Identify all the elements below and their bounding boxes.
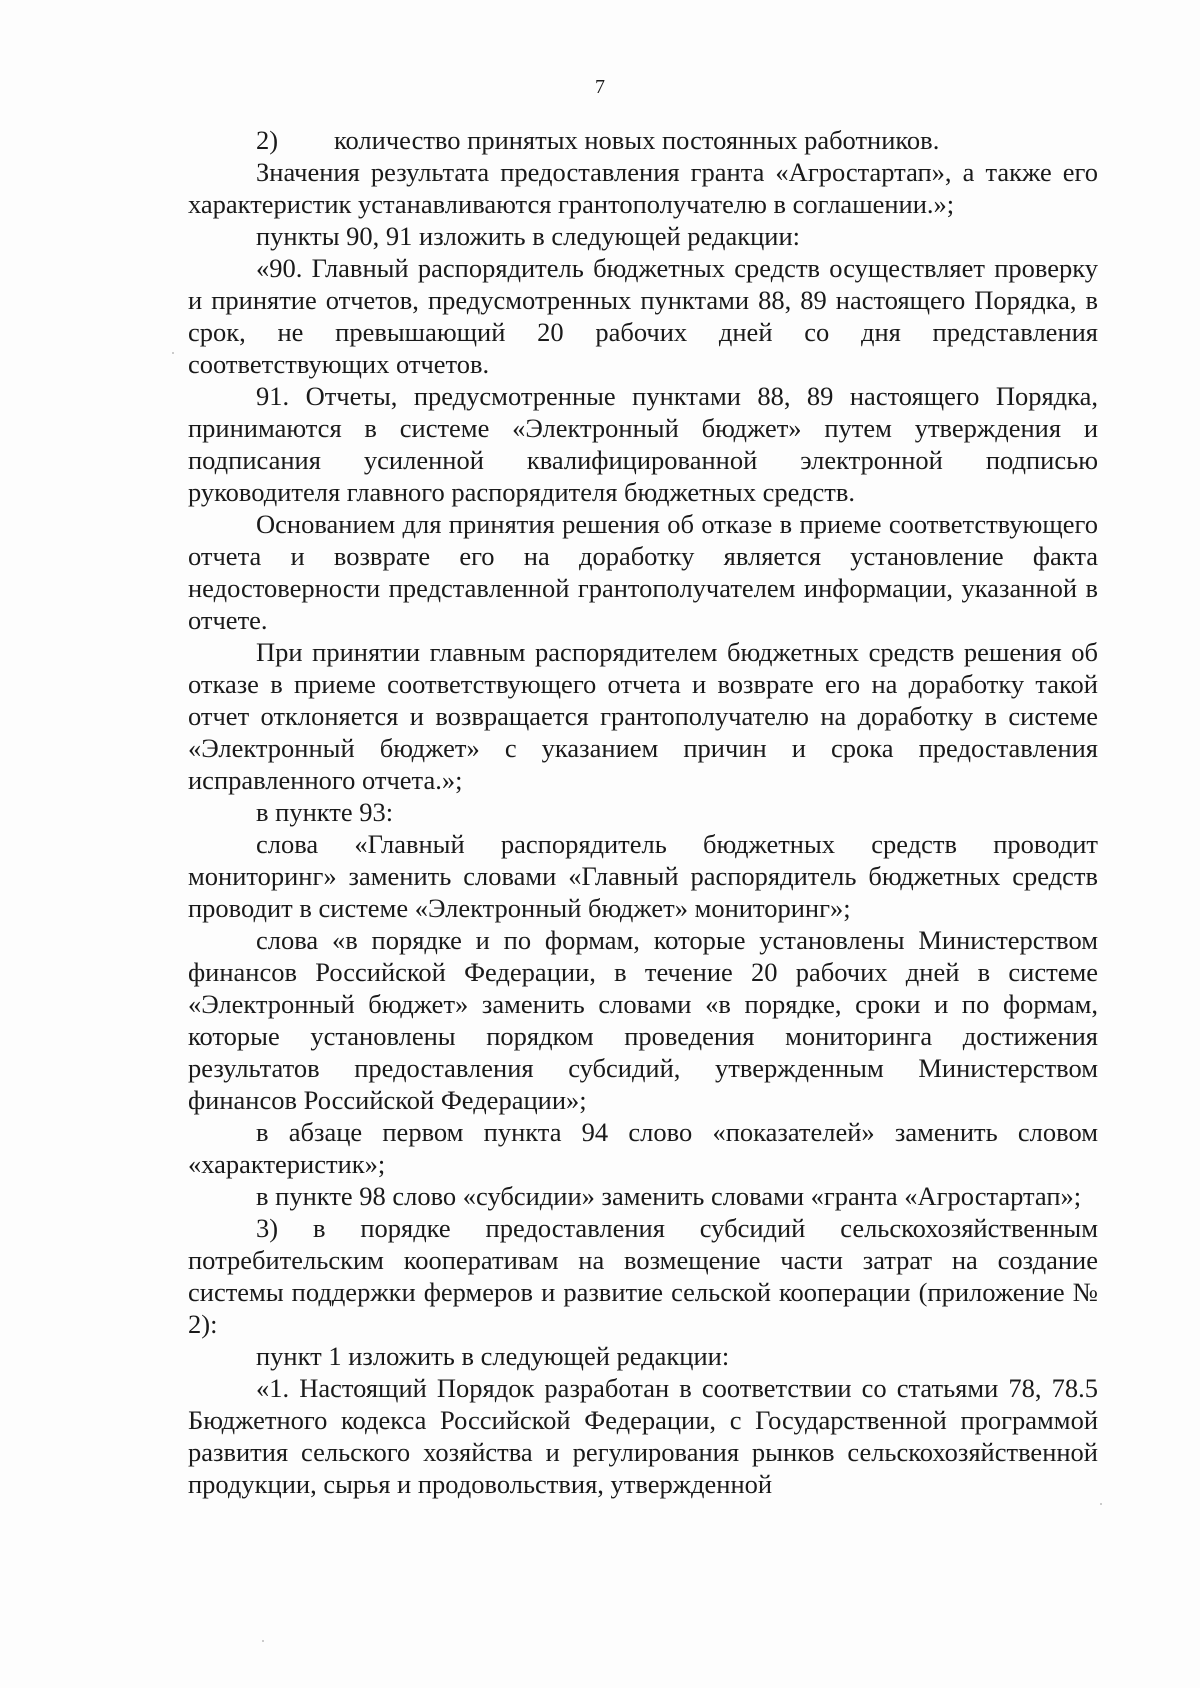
scan-speck — [1100, 1503, 1102, 1505]
scan-speck — [262, 1640, 264, 1642]
paragraph-13: пункт 1 изложить в следующей редакции: — [256, 1341, 730, 1371]
paragraph-12: 3) в порядке предоставления субсидий сельскохозяйственным потребительским кооперативам на возмещение части затрат на создание системы поддержки фермеров и развитие сельской кооперации (приложение № 2): — [188, 1213, 1098, 1339]
paragraph-2: пункты 90, 91 изложить в следующей редакции: — [256, 221, 801, 251]
list-item-2 — [188, 124, 1098, 156]
paragraph-1: Значения результата предоставления гранта «Агростартап», а также его характеристик устанавливаются грантополучателю в соглашении.»; — [188, 157, 1098, 219]
list-item-number: 2) — [256, 125, 279, 155]
paragraph-5: Основанием для принятия решения об отказе в приеме соответствующего отчета и возврате его на доработку является установление факта недостоверности представленной грантополучателем информации, указанной в отчете. — [188, 509, 1098, 635]
document-body — [188, 124, 1098, 1500]
paragraph-14: «1. Настоящий Порядок разработан в соответствии со статьями 78, 78.5 Бюджетного кодекса Российской Федерации, с Государственной программой развития сельского хозяйства и регулирования рынков сельскохозяйственной продукции, сырья и продовольствия, утвержденной — [188, 1373, 1098, 1499]
paragraph-7: в пункте 93: — [256, 797, 394, 827]
paragraph-6: При принятии главным распорядителем бюджетных средств решения об отказе в приеме соответствующего отчета и возврате его на доработку такой отчет отклоняется и возвращается грантополучателю на доработку в системе «Электронный бюджет» с указанием причин и срока предоставления исправленного отчета.»; — [188, 637, 1098, 795]
paragraph-10: в абзаце первом пункта 94 слово «показателей» заменить словом «характеристик»; — [188, 1117, 1098, 1179]
page-number: 7 — [595, 76, 605, 98]
scan-speck — [172, 352, 174, 354]
paragraph-11: в пункте 98 слово «субсидии» заменить словами «гранта «Агростартап»; — [256, 1181, 1082, 1211]
list-item-text: количество принятых новых постоянных работников. — [334, 125, 940, 155]
paragraph-8: слова «Главный распорядитель бюджетных средств проводит мониторинг» заменить словами «Главный распорядитель бюджетных средств проводит в системе «Электронный бюджет» мониторинг»; — [188, 829, 1098, 923]
paragraph-4: 91. Отчеты, предусмотренные пунктами 88, 89 настоящего Порядка, принимаются в системе «Электронный бюджет» путем утверждения и подписания усиленной квалифицированной электронной подписью руководителя главного распорядителя бюджетных средств. — [188, 381, 1098, 507]
paragraph-9: слова «в порядке и по формам, которые установлены Министерством финансов Российской Федерации, в течение 20 рабочих дней в системе «Электронный бюджет» заменить словами «в порядке, сроки и по формам, которые установлены порядком проведения мониторинга достижения результатов предоставления субсидий, утвержденным Министерством финансов Российской Федерации»; — [188, 925, 1098, 1115]
paragraph-3: «90. Главный распорядитель бюджетных средств осуществляет проверку и принятие отчетов, предусмотренных пунктами 88, 89 настоящего Порядка, в срок, не превышающий 20 рабочих дней со дня представления соответствующих отчетов. — [188, 253, 1098, 379]
